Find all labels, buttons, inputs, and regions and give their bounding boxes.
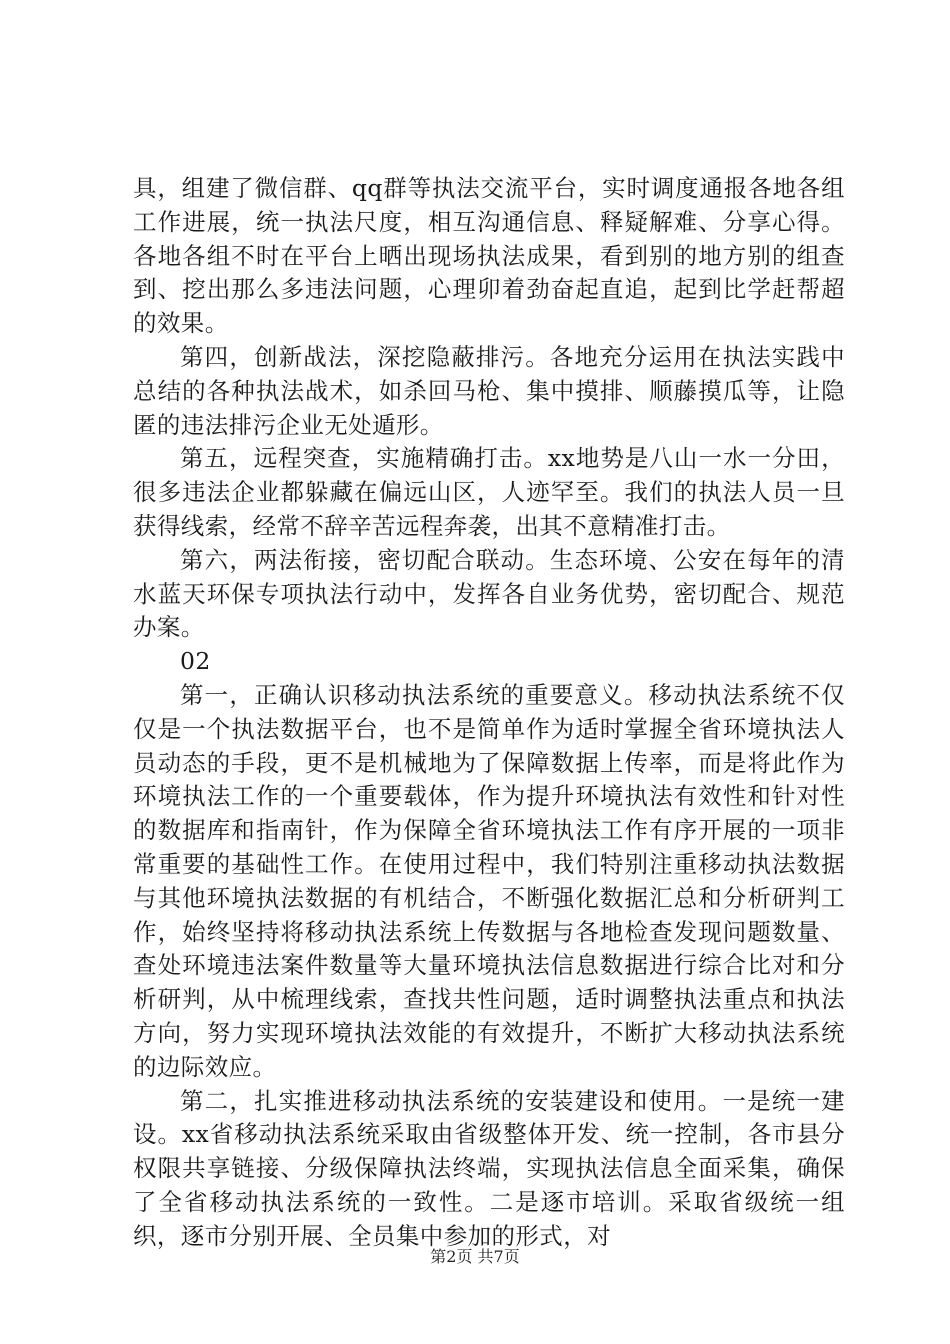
page-number: 第2页 共7页 (430, 1247, 520, 1266)
document-body (133, 172, 845, 1254)
paragraph: 第五，远程突查，实施精确打击。xx地势是八山一水一分田，很多违法企业都躲藏在偏远山区，人迹罕至。我们的执法人员一旦获得线索，经常不辞辛苦远程奔袭，出其不意精准打击。 (133, 444, 845, 540)
section-number: 02 (180, 647, 211, 676)
paragraph: 具，组建了微信群、qq群等执法交流平台，实时调度通报各地各组工作进展，统一执法尺度，相互沟通信息、释疑解难、分享心得。各地各组不时在平台上晒出现场执法成果，看到别的地方别的组查到、挖出那么多违法问题，心理卯着劲奋起直追，起到比学赶帮超的效果。 (133, 174, 845, 338)
page-footer (0, 1244, 950, 1267)
paragraph: 第一，正确认识移动执法系统的重要意义。移动执法系统不仅仅是一个执法数据平台，也不是简单作为适时掌握全省环境执法人员动态的手段，更不是机械地为了保障数据上传率，而是将此作为环境执法工作的一个重要载体，作为提升环境执法有效性和针对性的数据库和指南针，作为保障全省环境执法工作有序开展的一项非常重要的基础性工作。在使用过程中，我们特别注重移动执法数据与其他环境执法数据的有机结合，不断强化数据汇总和分析研判工作，始终坚持将移动执法系统上传数据与各地检查发现问题数量、查处环境违法案件数量等大量环境执法信息数据进行综合比对和分析研判，从中梳理线索，查找共性问题，适时调整执法重点和执法方向，努力实现环境执法效能的有效提升，不断扩大移动执法系统的边际效应。 (133, 680, 845, 1081)
paragraph: 第四，创新战法，深挖隐蔽排污。各地充分运用在执法实践中总结的各种执法战术，如杀回马枪、集中摸排、顺藤摸瓜等，让隐匿的违法排污企业无处遁形。 (133, 342, 845, 439)
paragraph: 第二，扎实推进移动执法系统的安装建设和使用。一是统一建设。xx省移动执法系统采取由省级整体开发、统一控制，各市县分权限共享链接、分级保障执法终端，实现执法信息全面采集，确保了全省移动执法系统的一致性。二是逐市培训。采取省级统一组织，逐市分别开展、全员集中参加的形式，对 (133, 1086, 845, 1250)
paragraph: 第六，两法衔接，密切配合联动。生态环境、公安在每年的清水蓝天环保专项执法行动中，发挥各自业务优势，密切配合、规范办案。 (133, 545, 845, 642)
